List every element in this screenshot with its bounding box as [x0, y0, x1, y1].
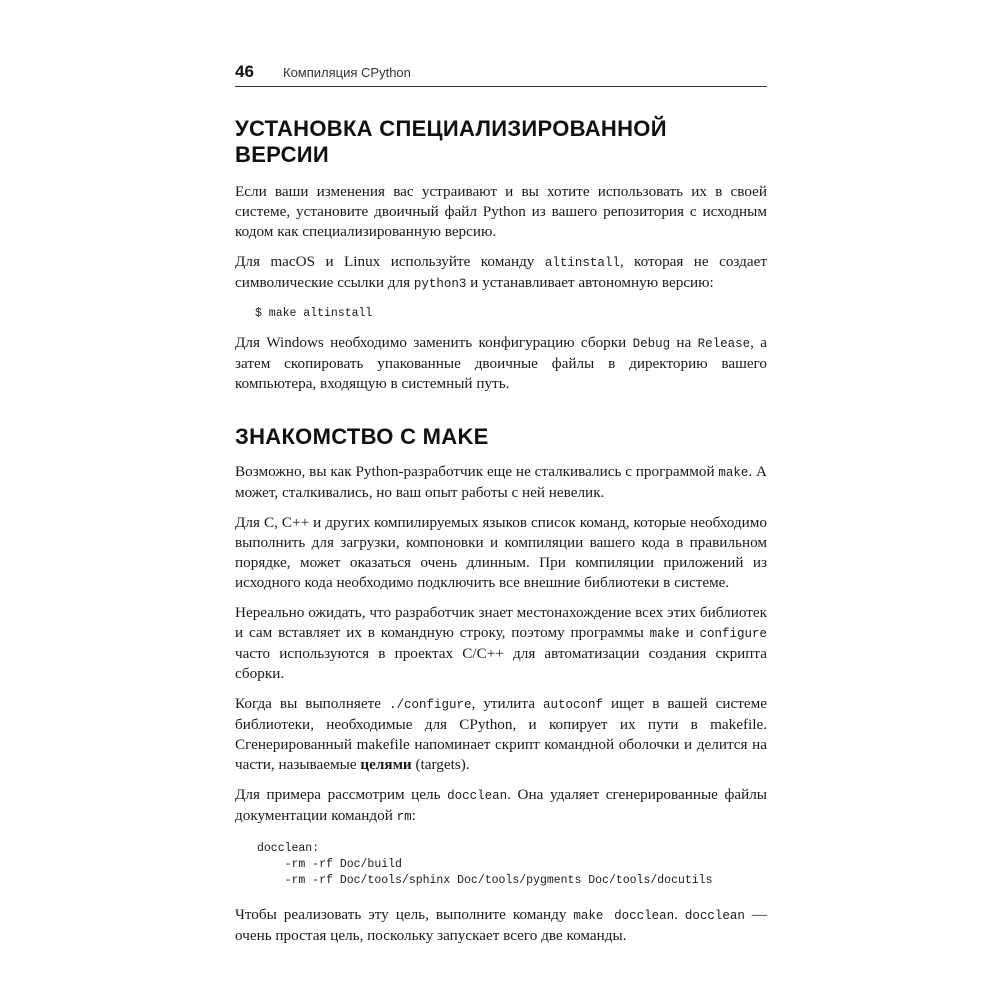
section-heading-make: ЗНАКОМСТВО С MAKE — [235, 424, 489, 449]
text-run: . — [674, 906, 685, 923]
page-content — [235, 116, 767, 946]
text-run: (targets). — [411, 756, 470, 773]
paragraph — [235, 252, 767, 294]
text-run: часто используются в проектах C/C++ для автоматизации создания скрипта сборки. — [235, 645, 767, 682]
inline-code: make — [649, 627, 680, 641]
paragraph — [235, 603, 767, 684]
text-run: Для Windows необходимо заменить конфигурацию сборки — [235, 334, 633, 351]
text-run: . А может, сталкивались, но ваш опыт работы с ней невелик. — [235, 463, 768, 501]
text-run: Для macOS и Linux используйте команду — [235, 253, 545, 270]
paragraph — [235, 694, 767, 775]
page-number: 46 — [235, 62, 254, 81]
text-run: — очень простая цель, поскольку запускает всего две команды. — [235, 906, 767, 944]
text-run: , утилита — [471, 695, 543, 712]
text-run: на — [670, 334, 698, 351]
text-run: Для примера рассмотрим цель — [235, 786, 448, 803]
inline-code: autoconf — [542, 698, 603, 712]
text-run: : — [411, 807, 416, 824]
text-run: , а затем скопировать упакованные двоичные файлы в директорию вашего компьютера, входящую в системный путь. — [235, 334, 767, 392]
code-block: docclean: -rm -rf Doc/build -rm -rf Doc/tools/sphinx Doc/tools/pygments Doc/tools/docutils — [257, 842, 713, 887]
inline-code: configure — [699, 627, 768, 641]
inline-code: docclean — [447, 789, 508, 803]
inline-code: docclean — [684, 909, 745, 923]
inline-code: make docclean — [573, 909, 675, 923]
text-run: . Она удаляет сгенерированные файлы документации командой — [235, 786, 767, 824]
text-run: и — [679, 624, 700, 641]
inline-code: altinstall — [544, 256, 620, 270]
paragraph — [235, 905, 767, 946]
inline-code: Release — [697, 337, 751, 351]
text-run: и устанавливает автономную версию: — [466, 274, 714, 291]
code-block: $ make altinstall — [255, 307, 373, 320]
paragraph — [235, 333, 767, 394]
inline-code: make — [718, 466, 749, 480]
paragraph-text: Если ваши изменения вас устраивают и вы хотите использовать их в своей системе, установите двоичный файл Python из вашего репозитория с исходным кодом как специализированную версию. — [235, 183, 767, 240]
text-run: Возможно, вы как Python-разработчик еще не сталкивались с программой — [235, 463, 719, 480]
paragraph-text: Для C, C++ и других компилируемых языков список команд, которые необходимо выполнить для загрузки, компоновки и компиляции вашего кода в правильном порядке, может оказаться очень длинным. При компиляции приложений из исходного кода необходимо подключить все внешние библиотеки в системе. — [235, 514, 767, 591]
running-header — [235, 60, 767, 87]
text-run: ищет в вашей системе библиотеки, необходимые для CPython, и копирует их пути в makefile. Сгенерированный makefile напоминает скрипт командной оболочки и делится на части, называемые — [235, 695, 767, 773]
inline-code: python3 — [413, 277, 467, 291]
paragraph — [235, 462, 767, 503]
text-run: Нереально ожидать, что разработчик знает местонахождение всех этих библиотек и сам вставляет их в командную строку, поэтому программы — [235, 604, 767, 641]
paragraph — [235, 513, 767, 593]
inline-code: rm — [396, 810, 412, 824]
text-run: Когда вы выполняете — [235, 695, 390, 712]
text-run: , которая не создает символические ссылки для — [235, 253, 767, 291]
inline-code: ./configure — [389, 698, 472, 712]
paragraph — [235, 785, 767, 827]
section-heading-install: УСТАНОВКА СПЕЦИАЛИЗИРОВАННОЙ ВЕРСИИ — [235, 116, 667, 167]
bold-term: целями — [360, 756, 412, 773]
text-run: Чтобы реализовать эту цель, выполните команду — [235, 906, 574, 923]
paragraph — [235, 182, 767, 242]
running-title: Компиляция CPython — [283, 65, 411, 80]
inline-code: Debug — [632, 337, 671, 351]
